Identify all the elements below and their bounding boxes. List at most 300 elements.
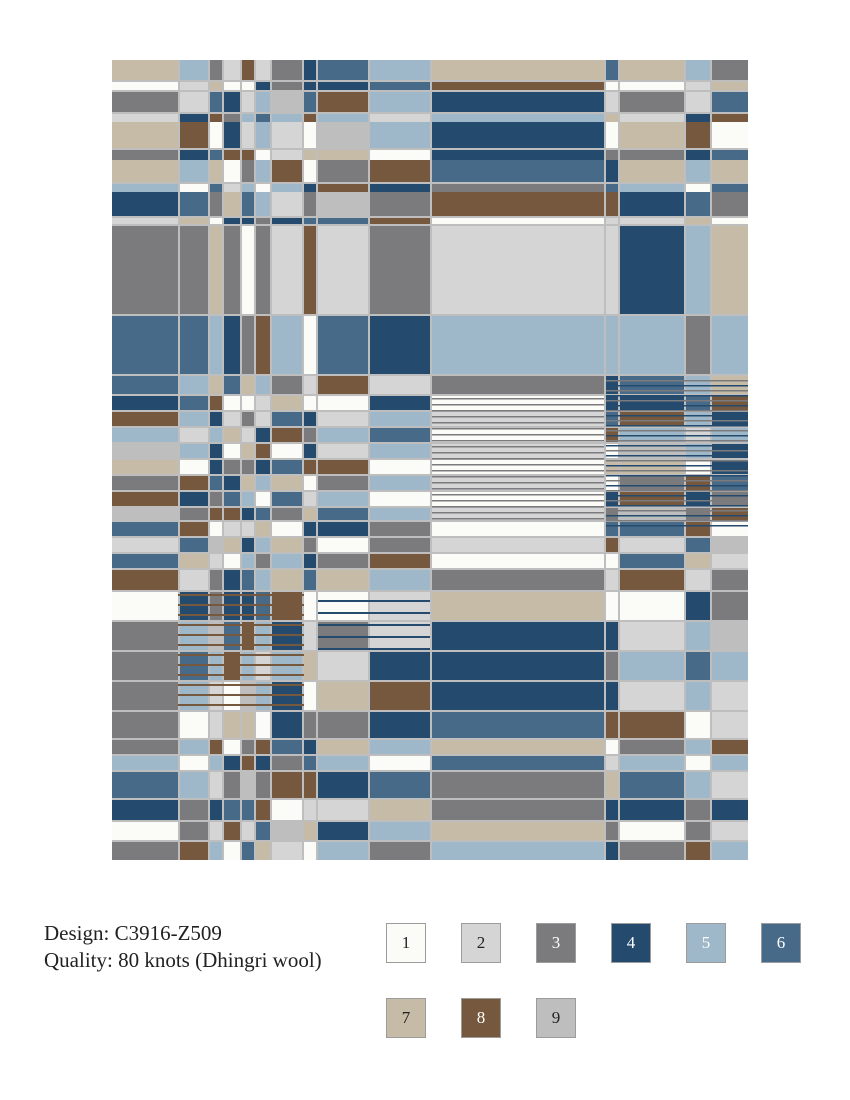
rug-cell xyxy=(712,218,748,224)
rug-cell xyxy=(432,538,604,552)
rug-cell xyxy=(180,476,208,490)
rug-cell xyxy=(686,412,710,426)
rug-cell xyxy=(712,122,748,148)
rug-cell xyxy=(318,122,368,148)
rug-cell xyxy=(112,460,178,474)
rug-cell xyxy=(224,522,240,536)
rug-cell xyxy=(620,652,684,680)
rug-cell xyxy=(606,192,618,216)
rug-cell xyxy=(256,316,270,374)
rug-cell xyxy=(686,460,710,474)
rug-cell xyxy=(272,376,302,394)
rug-cell xyxy=(318,612,430,614)
rug-design-image xyxy=(112,60,748,860)
rug-cell xyxy=(370,396,430,410)
rug-cell xyxy=(210,122,222,148)
rug-cell xyxy=(606,92,618,112)
rug-cell xyxy=(686,800,710,820)
rug-cell xyxy=(180,460,208,474)
rug-cell xyxy=(620,800,684,820)
swatch-7 xyxy=(386,998,426,1038)
rug-cell xyxy=(318,376,368,394)
rug-cell xyxy=(432,92,604,112)
rug-cell xyxy=(272,508,302,520)
rug-cell xyxy=(318,508,368,520)
rug-cell xyxy=(606,622,618,650)
rug-cell xyxy=(606,652,618,680)
rug-cell xyxy=(242,82,254,90)
rug-cell xyxy=(304,538,316,552)
rug-cell xyxy=(370,92,430,112)
rug-cell xyxy=(242,92,254,112)
rug-cell xyxy=(272,192,302,216)
rug-cell xyxy=(370,492,430,506)
rug-cell xyxy=(370,652,430,680)
rug-cell xyxy=(620,682,684,710)
rug-cell xyxy=(304,114,316,122)
rug-cell xyxy=(112,428,178,442)
rug-cell xyxy=(112,376,178,394)
rug-cell xyxy=(370,682,430,710)
rug-cell xyxy=(712,192,748,216)
rug-cell xyxy=(318,92,368,112)
rug-cell xyxy=(272,842,302,860)
rug-cell xyxy=(224,60,240,80)
rug-cell xyxy=(686,160,710,182)
rug-pattern xyxy=(112,60,748,860)
rug-cell xyxy=(256,82,270,90)
rug-cell xyxy=(606,682,618,710)
rug-cell xyxy=(224,476,240,490)
rug-cell xyxy=(178,674,304,676)
rug-cell xyxy=(210,114,222,122)
rug-cell xyxy=(180,316,208,374)
rug-cell xyxy=(180,492,208,506)
rug-cell xyxy=(180,60,208,80)
rug-cell xyxy=(242,60,254,80)
rug-cell xyxy=(432,460,604,474)
rug-cell xyxy=(370,756,430,770)
rug-cell xyxy=(606,415,748,417)
rug-cell xyxy=(370,150,430,160)
rug-cell xyxy=(432,404,604,406)
rug-cell xyxy=(112,92,178,112)
rug-cell xyxy=(224,444,240,458)
rug-cell xyxy=(318,492,368,506)
rug-cell xyxy=(712,682,748,710)
rug-cell xyxy=(304,772,316,798)
rug-cell xyxy=(318,114,368,122)
rug-cell xyxy=(432,218,604,224)
rug-cell xyxy=(712,740,748,754)
rug-cell xyxy=(242,842,254,860)
rug-cell xyxy=(112,842,178,860)
rug-cell xyxy=(224,460,240,474)
rug-cell xyxy=(112,570,178,590)
rug-cell xyxy=(712,60,748,80)
rug-cell xyxy=(210,800,222,820)
rug-cell xyxy=(210,150,222,160)
rug-cell xyxy=(686,218,710,224)
rug-cell xyxy=(686,192,710,216)
rug-cell xyxy=(224,396,240,410)
rug-cell xyxy=(256,570,270,590)
rug-cell xyxy=(272,428,302,442)
rug-cell xyxy=(620,592,684,620)
rug-cell xyxy=(606,756,618,770)
rug-cell xyxy=(304,226,316,314)
rug-cell xyxy=(242,150,254,160)
rug-cell xyxy=(224,150,240,160)
rug-cell xyxy=(432,682,604,710)
rug-cell xyxy=(370,800,430,820)
rug-cell xyxy=(712,756,748,770)
rug-cell xyxy=(620,538,684,552)
rug-cell xyxy=(318,460,368,474)
rug-cell xyxy=(256,412,270,426)
rug-cell xyxy=(112,652,178,680)
rug-cell xyxy=(432,740,604,754)
swatch-8 xyxy=(461,998,501,1038)
rug-cell xyxy=(712,592,748,620)
rug-cell xyxy=(432,622,604,650)
rug-cell xyxy=(224,412,240,426)
rug-cell xyxy=(712,538,748,552)
rug-cell xyxy=(256,218,270,224)
rug-cell xyxy=(318,412,368,426)
rug-cell xyxy=(224,122,240,148)
rug-cell xyxy=(432,316,604,374)
rug-cell xyxy=(180,114,208,122)
rug-cell xyxy=(210,316,222,374)
rug-cell xyxy=(318,636,430,638)
rug-cell xyxy=(606,218,618,224)
swatch-number: 8 xyxy=(476,1008,486,1027)
rug-cell xyxy=(304,508,316,520)
rug-cell xyxy=(620,92,684,112)
rug-cell xyxy=(606,500,748,502)
rug-cell xyxy=(606,515,748,517)
rug-cell xyxy=(712,492,748,506)
rug-cell xyxy=(224,772,240,798)
rug-cell xyxy=(112,522,178,536)
rug-cell xyxy=(318,624,430,626)
rug-cell xyxy=(686,184,710,192)
rug-cell xyxy=(432,226,604,314)
rug-cell xyxy=(606,740,618,754)
rug-cell xyxy=(272,218,302,224)
rug-cell xyxy=(686,396,710,410)
swatch-number: 2 xyxy=(476,933,486,952)
rug-cell xyxy=(304,682,316,710)
rug-cell xyxy=(712,772,748,798)
rug-cell xyxy=(304,192,316,216)
rug-cell xyxy=(620,412,684,426)
rug-cell xyxy=(180,160,208,182)
rug-cell xyxy=(242,122,254,148)
rug-cell xyxy=(318,740,368,754)
rug-cell xyxy=(304,122,316,148)
rug-cell xyxy=(304,740,316,754)
rug-cell xyxy=(242,800,254,820)
rug-cell xyxy=(304,570,316,590)
rug-cell xyxy=(112,712,178,738)
swatch-number: 1 xyxy=(401,933,411,952)
rug-cell xyxy=(256,192,270,216)
rug-cell xyxy=(112,492,178,506)
rug-cell xyxy=(242,756,254,770)
rug-cell xyxy=(112,554,178,568)
rug-cell xyxy=(210,522,222,536)
rug-cell xyxy=(432,114,604,122)
rug-cell xyxy=(304,622,316,650)
rug-cell xyxy=(370,712,430,738)
rug-cell xyxy=(304,592,316,620)
rug-cell xyxy=(178,614,304,616)
rug-cell xyxy=(112,150,178,160)
rug-cell xyxy=(112,218,178,224)
rug-cell xyxy=(112,160,178,182)
rug-cell xyxy=(712,622,748,650)
rug-cell xyxy=(686,712,710,738)
rug-cell xyxy=(712,92,748,112)
rug-cell xyxy=(180,554,208,568)
swatch-6 xyxy=(761,923,801,963)
rug-cell xyxy=(304,712,316,738)
rug-cell xyxy=(606,480,748,482)
rug-cell xyxy=(606,410,748,412)
rug-cell xyxy=(304,756,316,770)
rug-cell xyxy=(606,430,748,432)
rug-cell xyxy=(620,712,684,738)
rug-cell xyxy=(606,822,618,840)
rug-cell xyxy=(304,376,316,394)
rug-cell xyxy=(304,92,316,112)
rug-cell xyxy=(432,458,604,460)
rug-cell xyxy=(242,460,254,474)
rug-cell xyxy=(112,538,178,552)
rug-cell xyxy=(432,60,604,80)
rug-cell xyxy=(712,652,748,680)
rug-cell xyxy=(180,184,208,192)
rug-cell xyxy=(686,622,710,650)
rug-cell xyxy=(606,490,748,492)
rug-cell xyxy=(242,508,254,520)
rug-cell xyxy=(606,538,618,552)
rug-cell xyxy=(686,82,710,90)
rug-cell xyxy=(242,184,254,192)
rug-cell xyxy=(210,476,222,490)
rug-cell xyxy=(272,476,302,490)
rug-cell xyxy=(432,82,604,90)
rug-cell xyxy=(620,60,684,80)
rug-cell xyxy=(686,60,710,80)
rug-cell xyxy=(712,184,748,192)
swatch-number: 5 xyxy=(701,933,711,952)
rug-cell xyxy=(180,376,208,394)
rug-cell xyxy=(112,444,178,458)
rug-cell xyxy=(180,740,208,754)
rug-cell xyxy=(224,316,240,374)
rug-cell xyxy=(224,226,240,314)
rug-cell xyxy=(210,428,222,442)
rug-cell xyxy=(370,444,430,458)
rug-cell xyxy=(256,712,270,738)
rug-cell xyxy=(210,508,222,520)
rug-cell xyxy=(686,756,710,770)
rug-cell xyxy=(112,226,178,314)
rug-cell xyxy=(210,82,222,90)
rug-cell xyxy=(242,192,254,216)
rug-cell xyxy=(224,712,240,738)
rug-cell xyxy=(370,316,430,374)
rug-cell xyxy=(620,150,684,160)
rug-cell xyxy=(242,570,254,590)
swatch-1 xyxy=(386,923,426,963)
rug-cell xyxy=(210,160,222,182)
rug-cell xyxy=(432,464,604,466)
rug-cell xyxy=(606,510,748,512)
rug-cell xyxy=(272,538,302,552)
rug-cell xyxy=(712,800,748,820)
rug-cell xyxy=(112,622,178,650)
rug-cell xyxy=(432,434,604,436)
rug-cell xyxy=(318,600,430,602)
rug-cell xyxy=(256,60,270,80)
rug-cell xyxy=(370,740,430,754)
rug-cell xyxy=(256,444,270,458)
rug-cell xyxy=(224,570,240,590)
rug-cell xyxy=(272,570,302,590)
rug-cell xyxy=(318,652,368,680)
rug-cell xyxy=(178,624,304,626)
rug-cell xyxy=(712,226,748,314)
rug-cell xyxy=(606,122,618,148)
rug-cell xyxy=(242,218,254,224)
rug-cell xyxy=(272,92,302,112)
rug-cell xyxy=(210,740,222,754)
rug-cell xyxy=(606,60,618,80)
rug-cell xyxy=(256,460,270,474)
rug-cell xyxy=(272,184,302,192)
design-code: Design: C3916-Z509 xyxy=(44,921,222,945)
rug-cell xyxy=(620,508,684,520)
rug-cell xyxy=(318,82,368,90)
rug-cell xyxy=(432,512,604,514)
rug-cell xyxy=(432,494,604,496)
rug-cell xyxy=(606,400,748,402)
rug-cell xyxy=(620,316,684,374)
rug-cell xyxy=(620,492,684,506)
swatch-5 xyxy=(686,923,726,963)
rug-cell xyxy=(432,506,604,508)
rug-cell xyxy=(432,452,604,454)
rug-cell xyxy=(432,822,604,840)
rug-cell xyxy=(606,460,618,474)
rug-cell xyxy=(432,422,604,424)
rug-cell xyxy=(224,160,240,182)
rug-cell xyxy=(432,412,604,426)
rug-cell xyxy=(180,508,208,520)
rug-cell xyxy=(620,184,684,192)
rug-cell xyxy=(712,822,748,840)
rug-cell xyxy=(112,82,178,90)
rug-cell xyxy=(712,554,748,568)
rug-cell xyxy=(256,396,270,410)
rug-cell xyxy=(304,522,316,536)
rug-cell xyxy=(210,822,222,840)
rug-cell xyxy=(304,842,316,860)
rug-cell xyxy=(712,570,748,590)
rug-cell xyxy=(112,184,178,192)
rug-cell xyxy=(712,712,748,738)
rug-cell xyxy=(606,570,618,590)
rug-cell xyxy=(272,114,302,122)
rug-cell xyxy=(180,772,208,798)
rug-cell xyxy=(432,376,604,394)
rug-cell xyxy=(180,428,208,442)
rug-cell xyxy=(178,604,304,606)
rug-cell xyxy=(370,160,430,182)
rug-cell xyxy=(112,682,178,710)
rug-cell xyxy=(606,380,748,382)
rug-cell xyxy=(370,82,430,90)
rug-cell xyxy=(686,822,710,840)
rug-cell xyxy=(606,460,748,462)
rug-cell xyxy=(224,740,240,754)
rug-cell xyxy=(606,395,748,397)
rug-cell xyxy=(606,475,748,477)
rug-cell xyxy=(606,485,748,487)
rug-cell xyxy=(272,756,302,770)
rug-cell xyxy=(370,522,430,536)
rug-cell xyxy=(686,538,710,552)
rug-cell xyxy=(432,842,604,860)
rug-cell xyxy=(210,184,222,192)
rug-cell xyxy=(256,476,270,490)
rug-cell xyxy=(318,822,368,840)
rug-cell xyxy=(224,82,240,90)
rug-cell xyxy=(686,316,710,374)
rug-cell xyxy=(180,522,208,536)
rug-cell xyxy=(686,150,710,160)
rug-cell xyxy=(242,740,254,754)
rug-cell xyxy=(178,664,304,666)
rug-cell xyxy=(620,772,684,798)
rug-cell xyxy=(606,420,748,422)
rug-cell xyxy=(606,522,618,536)
rug-cell xyxy=(620,82,684,90)
rug-cell xyxy=(432,554,604,568)
rug-cell xyxy=(180,218,208,224)
rug-cell xyxy=(210,396,222,410)
rug-cell xyxy=(180,150,208,160)
rug-cell xyxy=(256,756,270,770)
rug-cell xyxy=(242,772,254,798)
rug-cell xyxy=(304,444,316,458)
swatch-number: 6 xyxy=(776,933,786,952)
swatch-9 xyxy=(536,998,576,1038)
rug-cell xyxy=(304,60,316,80)
rug-cell xyxy=(256,160,270,182)
rug-cell xyxy=(318,476,368,490)
rug-cell xyxy=(370,218,430,224)
rug-cell xyxy=(224,756,240,770)
rug-cell xyxy=(272,800,302,820)
rug-cell xyxy=(272,460,302,474)
rug-cell xyxy=(712,842,748,860)
rug-cell xyxy=(180,570,208,590)
